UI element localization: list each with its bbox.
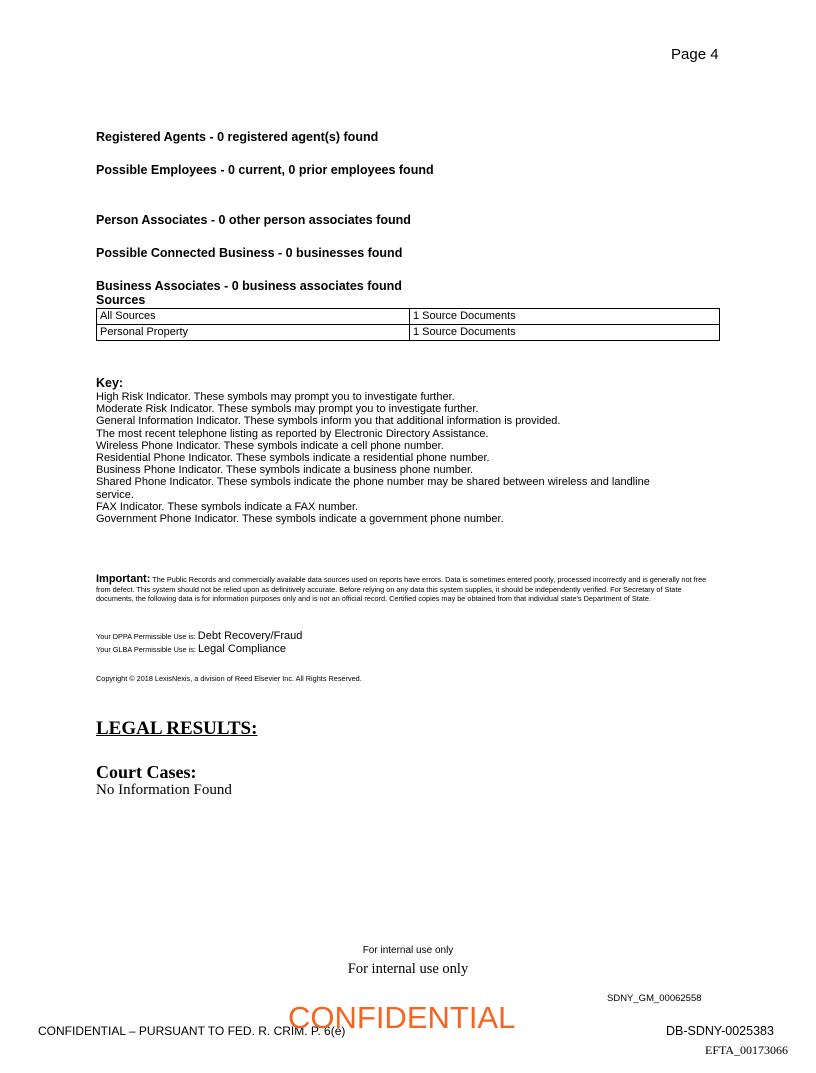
source-name-cell: All Sources: [97, 309, 410, 325]
key-line: High Risk Indicator. These symbols may prompt you to investigate further.: [96, 391, 455, 403]
court-cases-heading: Court Cases:: [96, 762, 197, 782]
confidential-stamp: CONFIDENTIAL: [288, 1000, 516, 1035]
important-disclaimer: [96, 575, 716, 604]
table-row: [97, 309, 720, 325]
glba-value: Legal Compliance: [197, 643, 286, 655]
key-line: FAX Indicator. These symbols indicate a FAX number.: [96, 500, 359, 513]
glba-label: Your GLBA Permissible Use is:: [96, 645, 196, 654]
dppa-value: Debt Recovery/Fraud: [197, 630, 303, 642]
key-line: Shared Phone Indicator. These symbols indicate the phone number may be shared between wireless and landline service.: [96, 476, 650, 501]
source-count-cell: 1 Source Documents: [410, 309, 720, 325]
source-name-cell: Personal Property: [97, 325, 410, 341]
registered-agents-heading: Registered Agents - 0 registered agent(s) found: [96, 130, 379, 144]
dppa-permissible-use: [96, 630, 302, 642]
key-line: Government Phone Indicator. These symbols indicate a government phone number.: [96, 513, 504, 526]
key-line: General Information Indicator. These symbols inform you that additional information is provided.: [96, 415, 561, 428]
sources-title: Sources: [96, 293, 146, 307]
key-line: Residential Phone Indicator. These symbols indicate a residential phone number.: [96, 452, 490, 465]
page-number: Page 4: [671, 46, 719, 63]
key-line: Wireless Phone Indicator. These symbols indicate a cell phone number.: [96, 439, 444, 452]
internal-use-notice-small: For internal use only: [362, 945, 454, 956]
possible-employees-heading: Possible Employees - 0 current, 0 prior employees found: [96, 163, 434, 177]
key-line: The most recent telephone listing as reported by Electronic Directory Assistance.: [96, 427, 489, 440]
important-label: Important:: [96, 573, 151, 585]
legal-results-heading: LEGAL RESULTS:: [96, 718, 258, 739]
connected-business-heading: Possible Connected Business - 0 businesses found: [96, 246, 403, 260]
business-associates-heading: Business Associates - 0 business associates found: [96, 279, 402, 293]
source-count-cell: 1 Source Documents: [410, 325, 720, 341]
internal-use-notice-large: For internal use only: [347, 961, 469, 977]
court-cases-result: No Information Found: [96, 782, 232, 798]
key-line: Business Phone Indicator. These symbols indicate a business phone number.: [96, 464, 474, 477]
confidential-notice: CONFIDENTIAL – PURSUANT TO FED. R. CRIM. P. 6(e): [38, 1024, 346, 1038]
key-title: Key:: [96, 376, 124, 390]
bates-number-top: SDNY_GM_00062558: [607, 993, 702, 1004]
dppa-label: Your DPPA Permissible Use is:: [96, 632, 196, 641]
sources-table: [96, 308, 720, 341]
copyright-notice: Copyright © 2018 LexisNexis, a division of Reed Elsevier Inc. All Rights Reserved.: [96, 674, 362, 683]
key-legend: [96, 391, 716, 525]
table-row: [97, 325, 720, 341]
person-associates-heading: Person Associates - 0 other person associates found: [96, 213, 411, 227]
efta-number: EFTA_00173066: [705, 1043, 789, 1057]
bates-number-right: DB-SDNY-0025383: [666, 1024, 774, 1038]
glba-permissible-use: [96, 643, 286, 655]
important-text: The Public Records and commercially available data sources used on reports have errors. Data is sometimes entered poorly, processed incorrectly and is generally not free from defect. This system should not be relied upon as definitively accurate. Before relying on any data this system supplies, it should be independently verified. For Secretary of State documents, the following data is for information purposes only and is not an official record. Certified copies may be obtained from that individual state's Department of State.: [96, 575, 707, 604]
key-line: Moderate Risk Indicator. These symbols may prompt you to investigate further.: [96, 403, 479, 416]
